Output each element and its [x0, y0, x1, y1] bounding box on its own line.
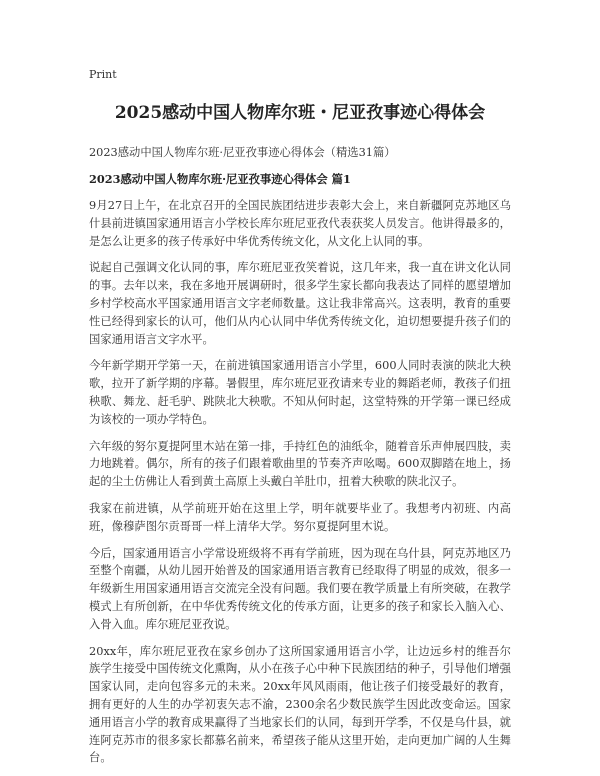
- paragraph: 六年级的努尔夏提阿里木站在第一排，手持红色的油纸伞，随着音乐声伸展四肢，卖力地跳着。偶尔，所有的孩子们跟着歌曲里的节奏齐声吆喝。600双脚踏在地上，扬起的尘土仿佛让人看到黄土高原上头戴白羊肚巾，扭着大秧歌的陕北汉子。: [89, 439, 511, 489]
- paragraph: 20xx年，库尔班尼亚孜在家乡创办了这所国家通用语言小学，让边远乡村的维吾尔族学生接受中国传统文化熏陶，从小在孩子心中种下民族团结的种子，引导他们增强国家认同，走向包容多元的未来。20xx年风风雨雨，他让孩子们接受最好的教育，拥有更好的人生的办学初衷矢志不渝，2300余名少数民族学生因此改变命运。国家通用语言小学的教育成果赢得了当地家长们的认同，每到开学季，不仅是乌什县，就连阿克苏市的很多家长都慕名前来，希望孩子能从这里开始，走向更加广阔的人生舞台。: [89, 644, 511, 765]
- paragraph: 9月27日上午，在北京召开的全国民族团结进步表彰大会上，来自新疆阿克苏地区乌什县前进镇国家通用语言小学校长库尔班尼亚孜代表获奖人员发言。他讲得最多的，是怎么让更多的孩子传承好中华优秀传统文化，从文化上认同的事。: [89, 199, 511, 248]
- article-subtitle: 2023感动中国人物库尔班·尼亚孜事迹心得体会（精选31篇）: [89, 146, 396, 159]
- page-title: 2025感动中国人物库尔班・尼亚孜事迹心得体会: [114, 103, 486, 123]
- paragraph: 今后，国家通用语言小学常设班级将不再有学前班，因为现在乌什县，阿克苏地区乃至整个南疆，从幼儿园开始普及的国家通用语言教育已经取得了明显的成效，很多一年级新生用国家通用语言交流完全没有问题。我们要在教学质量上有所突破，在教学模式上有所创新，在中华优秀传统文化的传承方面，让更多的孩子和家长入脑入心、入骨入血。库尔班尼亚孜说。: [89, 546, 511, 631]
- print-link[interactable]: Print: [89, 68, 117, 81]
- paragraph: 今年新学期开学第一天，在前进镇国家通用语言小学里，600人同时表演的陕北大秧歌，拉开了新学期的序幕。暑假里，库尔班尼亚孜请来专业的舞蹈老师，教孩子们扭秧歌、舞龙、赶毛驴、跳陕北大秧歌。不知从何时起，这堂特殊的开学第一课已经成为该校的一项办学特色。: [89, 359, 511, 426]
- paragraph: 说起自己强调文化认同的事，库尔班尼亚孜笑着说，这几年来，我一直在讲文化认同的事。去年以来，我在多地开展调研时，很多学生家长都向我表达了同样的愿望增加乡村学校高水平国家通用语言文字老师数量。这让我非常高兴。这表明，教育的重要性已经得到家长的认可，他们从内心认同中华优秀传统文化，迫切想要提升孩子们的国家通用语言文字水平。: [89, 261, 511, 346]
- paragraph: 我家在前进镇，从学前班开始在这里上学，明年就要毕业了。我想考内初班、内高班，像穆萨图尔贡哥哥一样上清华大学。努尔夏提阿里木说。: [89, 501, 511, 533]
- section-title: 2023感动中国人物库尔班·尼亚孜事迹心得体会 篇1: [89, 172, 351, 186]
